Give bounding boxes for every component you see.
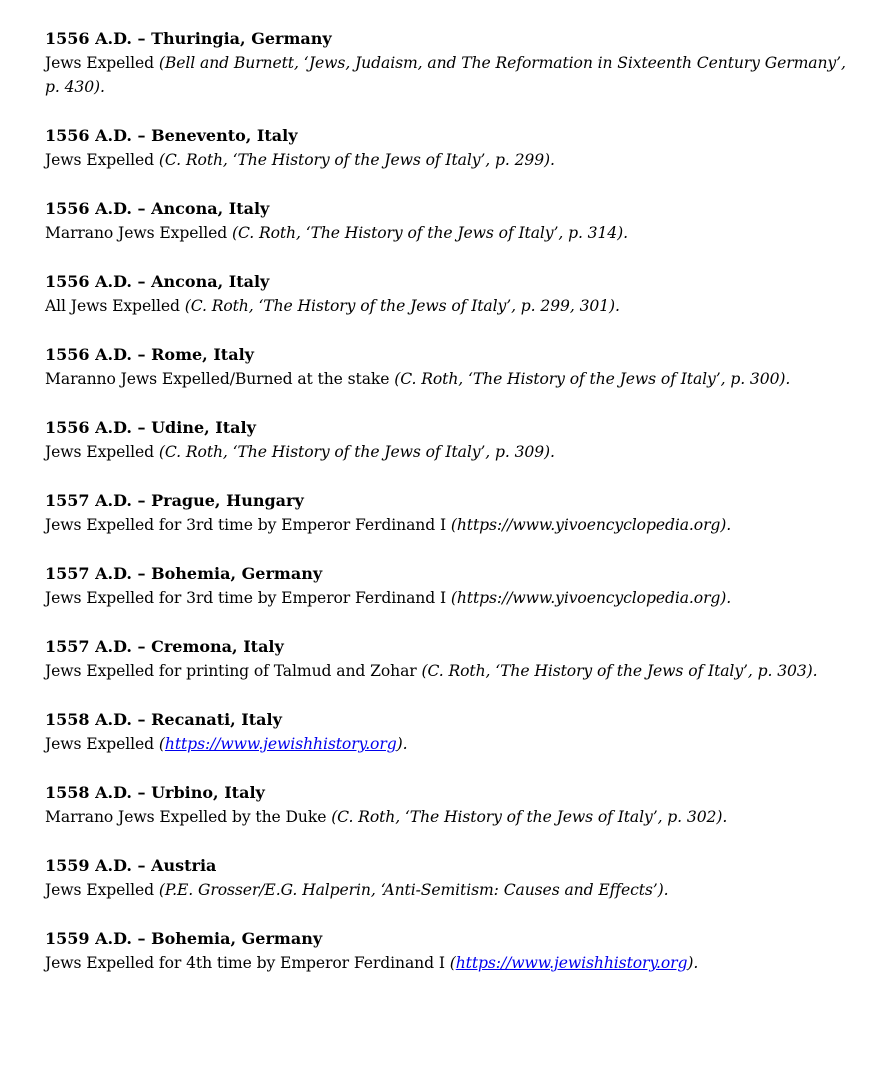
expulsion-entry (45, 927, 850, 975)
entry-body (45, 367, 850, 391)
entry-body (45, 294, 850, 318)
entry-heading: 1557 A.D. – Cremona, Italy (45, 637, 284, 656)
entry-description: Jews Expelled for 3rd time by Emperor Ferdinand I (45, 589, 451, 607)
expulsion-entry (45, 635, 850, 683)
entry-description: Jews Expelled for 4th time by Emperor Ferdinand I (45, 954, 450, 972)
entry-citation: (C. Roth, ‘The History of the Jews of Italy’, p. 299, 301). (184, 297, 620, 315)
expulsion-entry (45, 781, 850, 829)
entry-description: Jews Expelled for 3rd time by Emperor Ferdinand I (45, 516, 451, 534)
entry-description: Jews Expelled (45, 735, 159, 753)
expulsion-entry (45, 708, 850, 756)
expulsion-entry (45, 124, 850, 172)
expulsion-entry (45, 27, 850, 99)
expulsion-entry (45, 562, 850, 610)
expulsion-entry (45, 854, 850, 902)
entry-citation: (https://www.yivoencyclopedia.org). (450, 516, 732, 534)
entry-body (45, 440, 850, 464)
entry-body (45, 148, 850, 172)
entry-citation: (C. Roth, ‘The History of the Jews of Italy’, p. 300). (394, 370, 791, 388)
entry-description: Jews Expelled (45, 881, 159, 899)
entry-citation: (C. Roth, ‘The History of the Jews of Italy’, p. 303). (421, 662, 818, 680)
entry-heading: 1559 A.D. – Austria (45, 856, 217, 875)
entry-body (45, 951, 850, 975)
entry-description: Jews Expelled (45, 151, 159, 169)
entry-heading: 1556 A.D. – Ancona, Italy (45, 272, 270, 291)
entry-body (45, 221, 850, 245)
entry-heading: 1558 A.D. – Urbino, Italy (45, 783, 265, 802)
entry-description: All Jews Expelled (45, 297, 185, 315)
entry-description: Marrano Jews Expelled by the Duke (45, 808, 332, 826)
expulsion-entry (45, 416, 850, 464)
entry-heading: 1558 A.D. – Recanati, Italy (45, 710, 282, 729)
entry-body (45, 51, 850, 99)
entry-body (45, 513, 850, 537)
entry-description: Maranno Jews Expelled/Burned at the stake (45, 370, 395, 388)
entry-heading: 1556 A.D. – Udine, Italy (45, 418, 256, 437)
citation-link[interactable]: https://www.jewishhistory.org (164, 735, 397, 753)
entry-body (45, 878, 850, 902)
entry-citation: ( (158, 735, 165, 753)
entry-body (45, 805, 850, 829)
entry-body (45, 659, 850, 683)
citation-close: ). (396, 735, 408, 753)
entry-description: Jews Expelled (45, 54, 159, 72)
entry-heading: 1556 A.D. – Benevento, Italy (45, 126, 298, 145)
entry-heading: 1556 A.D. – Ancona, Italy (45, 199, 270, 218)
expulsion-entry (45, 489, 850, 537)
entry-citation: (C. Roth, ‘The History of the Jews of Italy’, p. 302). (331, 808, 728, 826)
expulsion-entry (45, 270, 850, 318)
expulsion-entry (45, 197, 850, 245)
entry-citation: (C. Roth, ‘The History of the Jews of Italy’, p. 314). (231, 224, 628, 242)
entry-description: Jews Expelled for printing of Talmud and Zohar (45, 662, 422, 680)
entry-heading: 1557 A.D. – Bohemia, Germany (45, 564, 323, 583)
entry-citation: (P.E. Grosser/E.G. Halperin, ‘Anti-Semitism: Causes and Effects’). (158, 881, 669, 899)
citation-link[interactable]: https://www.jewishhistory.org (455, 954, 688, 972)
entry-heading: 1556 A.D. – Rome, Italy (45, 345, 254, 364)
entry-citation: (https://www.yivoencyclopedia.org). (450, 589, 732, 607)
entry-description: Jews Expelled (45, 443, 159, 461)
entry-citation: (Bell and Burnett, ‘Jews, Judaism, and The Reformation in Sixteenth Century Germany’, p. 430). (45, 54, 846, 96)
entry-citation: (C. Roth, ‘The History of the Jews of Italy’, p. 309). (158, 443, 555, 461)
entry-citation: (C. Roth, ‘The History of the Jews of Italy’, p. 299). (158, 151, 555, 169)
expulsion-entry (45, 343, 850, 391)
entry-heading: 1557 A.D. – Prague, Hungary (45, 491, 304, 510)
entry-heading: 1559 A.D. – Bohemia, Germany (45, 929, 323, 948)
entry-description: Marrano Jews Expelled (45, 224, 232, 242)
citation-close: ). (687, 954, 699, 972)
entry-body (45, 586, 850, 610)
entry-heading: 1556 A.D. – Thuringia, Germany (45, 29, 332, 48)
entry-citation: ( (449, 954, 456, 972)
entry-body (45, 732, 850, 756)
